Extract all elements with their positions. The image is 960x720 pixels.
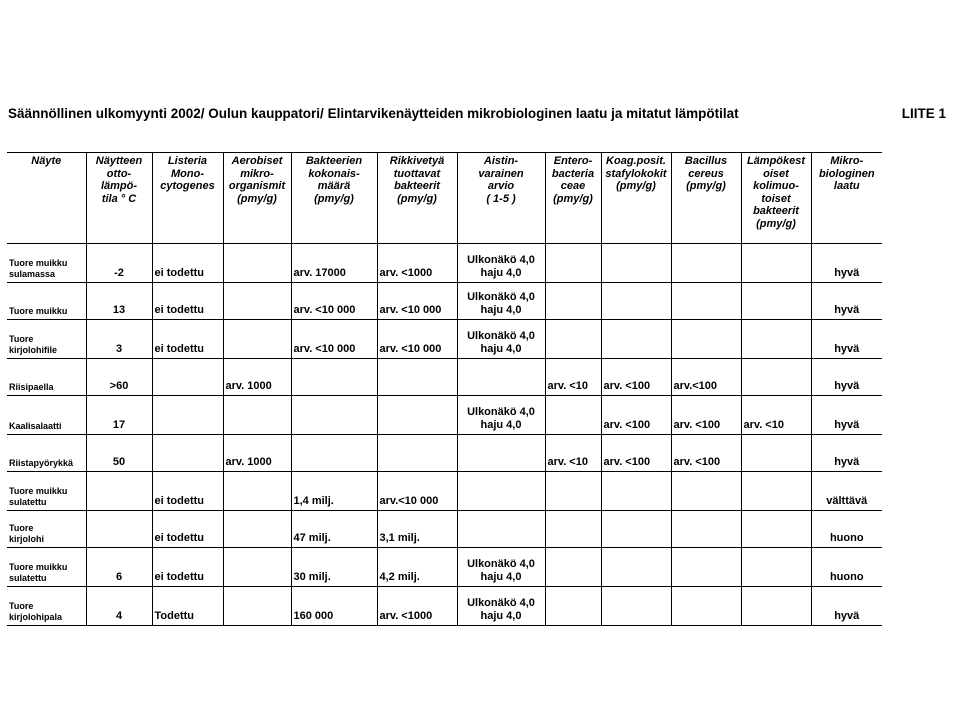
results-table (7, 152, 882, 626)
cell-lampo: >60 (86, 359, 152, 396)
column-header-line: Bakteerien (305, 155, 363, 167)
cell-entero (545, 472, 601, 511)
sensory-line: haju 4,0 (480, 343, 522, 355)
sensory-line: haju 4,0 (480, 610, 522, 622)
column-header-line: kokonais- (308, 167, 360, 180)
cell-lampo (86, 472, 152, 511)
cell-rikki: arv. <1000 (377, 244, 457, 283)
column-header-line: Bacillus (684, 155, 728, 167)
cell-listeria: ei todettu (152, 244, 223, 283)
cell-entero: arv. <10 (545, 359, 601, 396)
column-header-aist (457, 153, 545, 244)
cell-aerobiset (223, 472, 291, 511)
column-header-line: mikro- (240, 167, 274, 180)
sample-name-line: Tuore (9, 601, 34, 611)
column-header-line: (pmy/g) (397, 192, 437, 205)
cell-koag (601, 244, 671, 283)
cell-listeria: ei todettu (152, 548, 223, 587)
cell-bacillus (671, 548, 741, 587)
cell-rikki (377, 435, 457, 472)
cell-bakteerit: 160 000 (291, 587, 377, 626)
appendix-label: LIITE 1 (901, 106, 946, 121)
sample-name-line: Tuore muikku (9, 258, 68, 268)
column-header-line: ceae (560, 180, 586, 192)
cell-aist (457, 359, 545, 396)
column-header-line: cereus (688, 167, 724, 180)
cell-lampo: 13 (86, 283, 152, 320)
sample-name-line: Riisipaella (9, 382, 54, 392)
cell-laatu: huono (811, 548, 882, 587)
column-header-naytte (7, 153, 86, 244)
cell-aerobiset (223, 511, 291, 548)
column-header-line: määrä (317, 180, 351, 192)
column-header-entero (545, 153, 601, 244)
cell-entero (545, 320, 601, 359)
sample-name-line: kirjolohifile (9, 345, 58, 355)
cell-aist (457, 587, 545, 626)
cell-kolimuo (741, 472, 811, 511)
table-row (7, 320, 882, 359)
cell-bakteerit (291, 396, 377, 435)
column-header-line: Koag.posit. (606, 155, 666, 167)
column-header-line: oiset (763, 167, 789, 180)
sensory-line: Ulkonäkö 4,0 (467, 291, 535, 303)
cell-bakteerit: 47 milj. (291, 511, 377, 548)
cell-naytte (7, 359, 86, 396)
column-header-line: Rikkivetyä (389, 155, 445, 167)
table-row (7, 435, 882, 472)
column-header-bacillus (671, 153, 741, 244)
column-header-line: Mikro- (830, 155, 864, 167)
column-header-kolimuo (741, 153, 811, 244)
sample-name-line: kirjolohi (9, 534, 45, 544)
cell-koag (601, 511, 671, 548)
sensory-line: Ulkonäkö 4,0 (467, 330, 535, 342)
cell-aist (457, 244, 545, 283)
cell-bakteerit: arv. <10 000 (291, 283, 377, 320)
column-header-line: Aerobiset (231, 155, 283, 167)
column-header-koag (601, 153, 671, 244)
column-header-aerobiset (223, 153, 291, 244)
table-row (7, 359, 882, 396)
cell-rikki: arv. <10 000 (377, 320, 457, 359)
table-row (7, 283, 882, 320)
table-row (7, 396, 882, 435)
column-header-line: stafylokokit (605, 167, 667, 180)
cell-kolimuo (741, 548, 811, 587)
column-header-line: bakteerit (394, 180, 440, 192)
sensory-line: Ulkonäkö 4,0 (467, 406, 535, 418)
cell-lampo: 50 (86, 435, 152, 472)
cell-bakteerit: arv. 17000 (291, 244, 377, 283)
cell-bacillus (671, 587, 741, 626)
cell-koag (601, 587, 671, 626)
cell-bacillus (671, 320, 741, 359)
cell-naytte (7, 320, 86, 359)
cell-lampo: 3 (86, 320, 152, 359)
sample-name-line: sulamassa (9, 269, 56, 279)
cell-rikki (377, 396, 457, 435)
column-header-line: toiset (761, 192, 791, 205)
column-header-laatu (811, 153, 882, 244)
table-row (7, 548, 882, 587)
column-header-rikki (377, 153, 457, 244)
cell-aerobiset (223, 548, 291, 587)
cell-entero (545, 511, 601, 548)
cell-kolimuo (741, 435, 811, 472)
column-header-line: organismit (228, 180, 286, 192)
cell-rikki: arv. <10 000 (377, 283, 457, 320)
sample-name-line: Tuore muikku (9, 562, 68, 572)
cell-naytte (7, 244, 86, 283)
column-header-line: varainen (478, 167, 524, 180)
cell-laatu: hyvä (811, 435, 882, 472)
cell-listeria: ei todettu (152, 320, 223, 359)
column-header-line: ( 1-5 ) (486, 192, 516, 205)
sample-name-line: Tuore (9, 334, 34, 344)
cell-aist (457, 283, 545, 320)
column-header-lampo (86, 153, 152, 244)
cell-bacillus (671, 472, 741, 511)
cell-listeria (152, 435, 223, 472)
cell-laatu: huono (811, 511, 882, 548)
cell-bacillus: arv.<100 (671, 359, 741, 396)
sample-name-line: Kaalisalaatti (9, 421, 62, 431)
cell-kolimuo (741, 587, 811, 626)
cell-koag (601, 283, 671, 320)
column-header-line: (pmy/g) (553, 192, 593, 205)
cell-kolimuo (741, 244, 811, 283)
cell-bacillus: arv. <100 (671, 435, 741, 472)
cell-lampo: 17 (86, 396, 152, 435)
table-row (7, 511, 882, 548)
cell-aist (457, 511, 545, 548)
cell-entero (545, 548, 601, 587)
sensory-line: haju 4,0 (480, 267, 522, 279)
sensory-line: Ulkonäkö 4,0 (467, 597, 535, 609)
cell-aist (457, 548, 545, 587)
column-header-line: Listeria (167, 155, 208, 167)
cell-listeria: Todettu (152, 587, 223, 626)
cell-rikki: 4,2 milj. (377, 548, 457, 587)
cell-bakteerit: 30 milj. (291, 548, 377, 587)
cell-naytte (7, 283, 86, 320)
column-header-line: laatu (833, 180, 860, 192)
cell-listeria (152, 359, 223, 396)
cell-aerobiset (223, 396, 291, 435)
cell-entero: arv. <10 (545, 435, 601, 472)
column-header-line: Aistin- (483, 155, 519, 167)
cell-naytte (7, 472, 86, 511)
sensory-line: haju 4,0 (480, 304, 522, 316)
cell-kolimuo (741, 320, 811, 359)
column-header-line: (pmy/g) (686, 180, 726, 192)
cell-listeria: ei todettu (152, 472, 223, 511)
cell-laatu: hyvä (811, 244, 882, 283)
cell-koag (601, 472, 671, 511)
sensory-line: Ulkonäkö 4,0 (467, 254, 535, 266)
cell-aerobiset: arv. 1000 (223, 435, 291, 472)
cell-aerobiset (223, 244, 291, 283)
cell-laatu: hyvä (811, 283, 882, 320)
cell-naytte (7, 435, 86, 472)
cell-aerobiset: arv. 1000 (223, 359, 291, 396)
sensory-line: haju 4,0 (480, 419, 522, 431)
cell-rikki: arv. <1000 (377, 587, 457, 626)
cell-aerobiset (223, 320, 291, 359)
cell-bacillus (671, 244, 741, 283)
column-header-line: Entero- (553, 155, 593, 167)
cell-kolimuo (741, 283, 811, 320)
sample-name-line: Tuore muikku (9, 486, 68, 496)
cell-naytte (7, 548, 86, 587)
column-header-line: (pmy/g) (237, 192, 277, 205)
cell-koag (601, 548, 671, 587)
cell-aist (457, 396, 545, 435)
cell-entero (545, 587, 601, 626)
column-header-line: bakteerit (753, 205, 799, 217)
cell-bacillus (671, 511, 741, 548)
cell-bacillus (671, 283, 741, 320)
column-header-line: lämpö- (100, 180, 138, 192)
cell-laatu: hyvä (811, 587, 882, 626)
sample-name-line: sulatettu (9, 497, 47, 507)
cell-koag: arv. <100 (601, 435, 671, 472)
cell-aerobiset (223, 283, 291, 320)
cell-bakteerit (291, 435, 377, 472)
cell-bakteerit: arv. <10 000 (291, 320, 377, 359)
cell-listeria: ei todettu (152, 511, 223, 548)
cell-aist (457, 320, 545, 359)
cell-bakteerit (291, 359, 377, 396)
cell-laatu: välttävä (811, 472, 882, 511)
column-header-line: Lämpökest (746, 155, 806, 167)
cell-bacillus: arv. <100 (671, 396, 741, 435)
cell-kolimuo (741, 511, 811, 548)
sensory-line: haju 4,0 (480, 571, 522, 583)
column-header-line: Mono- (171, 167, 204, 180)
cell-entero (545, 244, 601, 283)
cell-rikki (377, 359, 457, 396)
cell-lampo (86, 511, 152, 548)
cell-aist (457, 435, 545, 472)
title-text: Säännöllinen ulkomyynti 2002/ Oulun kauppatori/ Elintarvikenäytteiden mikrobiologinen laatu ja mitatut lämpötilat (8, 106, 739, 121)
cell-kolimuo (741, 359, 811, 396)
cell-naytte (7, 587, 86, 626)
column-header-line: kolimuo- (753, 180, 799, 192)
cell-rikki: 3,1 milj. (377, 511, 457, 548)
cell-koag: arv. <100 (601, 396, 671, 435)
cell-kolimuo: arv. <10 (741, 396, 811, 435)
sample-name-line: Tuore (9, 523, 34, 533)
cell-listeria (152, 396, 223, 435)
cell-entero (545, 283, 601, 320)
column-header-line: Näytteen (95, 155, 143, 167)
column-header-line: Näyte (31, 155, 62, 167)
document-title (8, 106, 952, 126)
cell-lampo: 6 (86, 548, 152, 587)
cell-koag: arv. <100 (601, 359, 671, 396)
sample-name-line: sulatettu (9, 573, 47, 583)
column-header-line: (pmy/g) (756, 217, 796, 230)
column-header-line: bacteria (551, 167, 595, 180)
cell-lampo: 4 (86, 587, 152, 626)
cell-laatu: hyvä (811, 320, 882, 359)
header-row (7, 153, 882, 244)
column-header-line: arvio (487, 180, 515, 192)
column-header-line: (pmy/g) (616, 180, 656, 192)
cell-bakteerit: 1,4 milj. (291, 472, 377, 511)
cell-listeria: ei todettu (152, 283, 223, 320)
table-row (7, 472, 882, 511)
sample-name-line: Riistapyörykkä (9, 458, 74, 468)
cell-entero (545, 396, 601, 435)
cell-koag (601, 320, 671, 359)
column-header-line: cytogenes (160, 180, 215, 192)
cell-lampo: -2 (86, 244, 152, 283)
column-header-line: otto- (106, 167, 132, 180)
column-header-line: biologinen (818, 167, 875, 180)
sample-name-line: Tuore muikku (9, 306, 68, 316)
column-header-bakteerit (291, 153, 377, 244)
column-header-line: tila ° C (101, 192, 137, 205)
table-row (7, 587, 882, 626)
sensory-line: Ulkonäkö 4,0 (467, 558, 535, 570)
cell-naytte (7, 511, 86, 548)
cell-aist (457, 472, 545, 511)
cell-laatu: hyvä (811, 396, 882, 435)
column-header-line: (pmy/g) (314, 192, 354, 205)
cell-rikki: arv.<10 000 (377, 472, 457, 511)
table-body (7, 244, 882, 626)
column-header-line: tuottavat (393, 167, 441, 180)
column-header-listeria (152, 153, 223, 244)
cell-aerobiset (223, 587, 291, 626)
cell-laatu: hyvä (811, 359, 882, 396)
sample-name-line: kirjolohipala (9, 612, 63, 622)
table-row (7, 244, 882, 283)
cell-naytte (7, 396, 86, 435)
